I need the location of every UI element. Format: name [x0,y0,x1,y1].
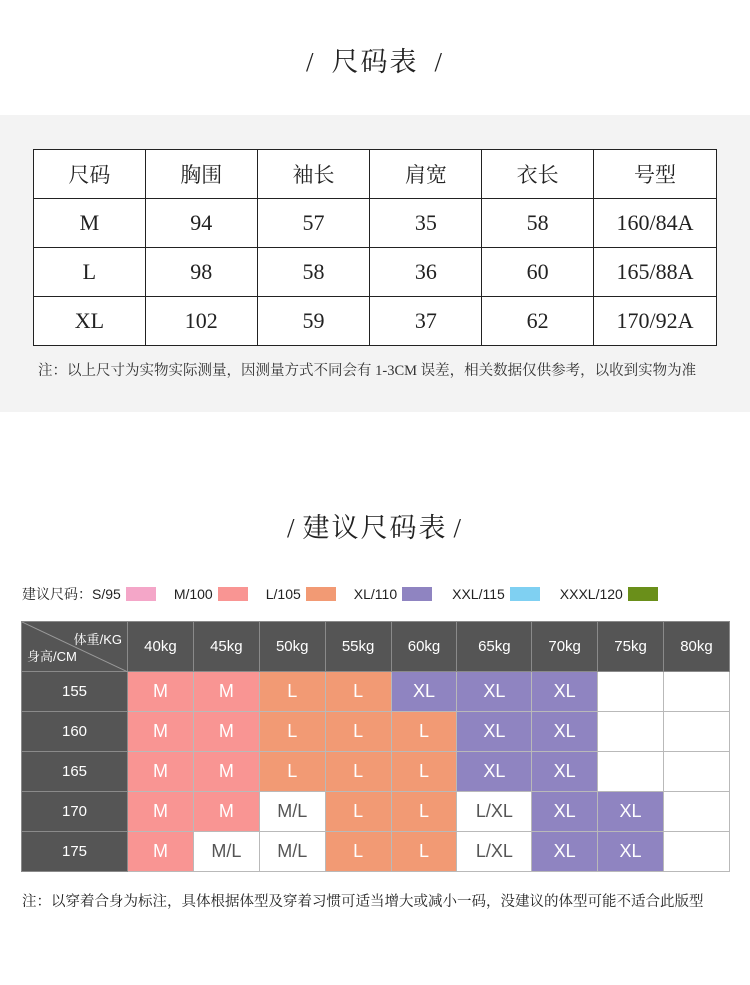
size-cell: M [128,672,194,712]
header-cell: 袖长 [257,150,370,199]
size-cell: M/L [193,832,259,872]
size-cell: L/XL [457,832,532,872]
size-chart-title-text: 尺码表 [331,47,419,77]
weight-header-row [22,622,730,672]
size-cell: XL [391,672,457,712]
height-row-header: 170 [22,792,128,832]
size-cell: XL [457,712,532,752]
size-cell: XL [457,672,532,712]
header-cell: 号型 [594,150,717,199]
table-cell: 165/88A [594,248,717,297]
legend-label: XXXL/120 [559,586,623,602]
recommended-size-title [0,506,750,545]
header-cell: 衣长 [482,150,594,199]
legend-swatch [510,587,540,601]
size-cell: M [128,752,194,792]
legend-swatch [126,587,156,601]
title-slash-right: / [453,513,464,543]
weight-header-cell: 45kg [193,622,259,672]
corner-weight-label: 体重/KG [73,632,122,647]
table-row [22,752,730,792]
corner-height-label: 身高/CM [27,649,77,664]
size-cell: M [193,792,259,832]
table-row [34,199,717,248]
table-cell: 98 [145,248,257,297]
weight-header-cell: 55kg [325,622,391,672]
size-cell: M/L [259,832,325,872]
size-cell: XL [532,672,598,712]
size-cell: L [391,832,457,872]
title-slash-left: / [286,513,297,543]
recommended-size-body [22,672,730,872]
legend-prefix: 建议尺码： [22,586,92,602]
size-cell: L [259,672,325,712]
height-row-header: 175 [22,832,128,872]
legend-item-xl [354,586,432,602]
size-cell [598,712,664,752]
table-cell: 60 [482,248,594,297]
size-chart-table [33,149,717,346]
height-row-header: 160 [22,712,128,752]
recommended-size-note: 注：以穿着合身为标注，具体根据体型及穿着习惯可适当增大或减小一码，没建议的体型可能不适合此版型 [22,894,704,910]
size-cell: XL [532,792,598,832]
size-cell [663,712,729,752]
size-cell [598,752,664,792]
size-chart-title [0,40,750,79]
size-cell: M [128,792,194,832]
size-cell [598,672,664,712]
weight-header-cell: 50kg [259,622,325,672]
size-cell: L [325,792,391,832]
size-cell: XL [532,712,598,752]
legend-swatch [402,587,432,601]
legend-item-m [174,586,248,602]
size-chart-header-row [34,150,717,199]
table-row [22,792,730,832]
table-cell: 57 [257,199,370,248]
weight-header-cell: 60kg [391,622,457,672]
corner-header-cell [22,622,128,672]
header-cell: 肩宽 [370,150,482,199]
legend-item-xxxl [560,586,658,602]
table-cell: M [34,199,146,248]
title-slash-left: / [305,47,316,77]
weight-header-cell: 70kg [532,622,598,672]
table-cell: 102 [145,297,257,346]
size-chart-note: 注：以上尺寸为实物实际测量，因测量方式不同会有 1-3CM 误差，相关数据仅供参考，以收到实物为准 [38,363,697,379]
legend-label: S/95 [92,586,121,602]
legend-item-l [266,586,336,602]
recommended-size-table [21,621,730,872]
table-cell: 35 [370,199,482,248]
size-cell: XL [598,792,664,832]
table-cell: 94 [145,199,257,248]
legend-swatch [628,587,658,601]
size-cell: L [325,672,391,712]
legend-label: XXL/115 [452,586,505,602]
legend-swatch [306,587,336,601]
height-row-header: 165 [22,752,128,792]
table-cell: 58 [482,199,594,248]
size-cell: L [259,752,325,792]
table-cell: 36 [370,248,482,297]
header-cell: 胸围 [145,150,257,199]
table-row [22,832,730,872]
size-cell: M [193,752,259,792]
size-cell: XL [598,832,664,872]
size-cell: XL [457,752,532,792]
title-slash-right: / [434,47,445,77]
size-cell: XL [532,832,598,872]
size-cell: M [128,712,194,752]
legend-item-xxl [452,586,540,602]
size-cell: L [391,712,457,752]
table-cell: 62 [482,297,594,346]
weight-header-cell: 75kg [598,622,664,672]
size-cell: M [193,672,259,712]
weight-header-cell: 65kg [457,622,532,672]
weight-header-cell: 40kg [128,622,194,672]
table-cell: L [34,248,146,297]
size-cell: L [391,752,457,792]
table-row [34,297,717,346]
table-row [22,672,730,712]
table-cell: 58 [257,248,370,297]
size-cell: M/L [259,792,325,832]
size-cell: L [325,712,391,752]
size-cell: L [391,792,457,832]
size-cell: L [325,832,391,872]
legend-swatch [218,587,248,601]
legend-label: XL/110 [353,586,398,602]
table-cell: 170/92A [594,297,717,346]
legend-item-s [92,586,156,602]
size-cell: L/XL [457,792,532,832]
table-row [22,712,730,752]
recommended-size-title-text: 建议尺码表 [302,513,448,543]
legend-label: M/100 [173,586,213,602]
size-cell: L [325,752,391,792]
size-legend [22,584,658,604]
size-cell: L [259,712,325,752]
size-cell: M [193,712,259,752]
table-row [34,248,717,297]
size-cell [663,752,729,792]
legend-label: L/105 [265,586,301,602]
table-cell: 37 [370,297,482,346]
size-cell: M [128,832,194,872]
table-cell: XL [34,297,146,346]
table-cell: 59 [257,297,370,346]
size-cell [663,832,729,872]
size-cell [663,792,729,832]
size-cell: XL [532,752,598,792]
weight-header-cell: 80kg [663,622,729,672]
table-cell: 160/84A [594,199,717,248]
height-row-header: 155 [22,672,128,712]
size-cell [663,672,729,712]
header-cell: 尺码 [34,150,146,199]
